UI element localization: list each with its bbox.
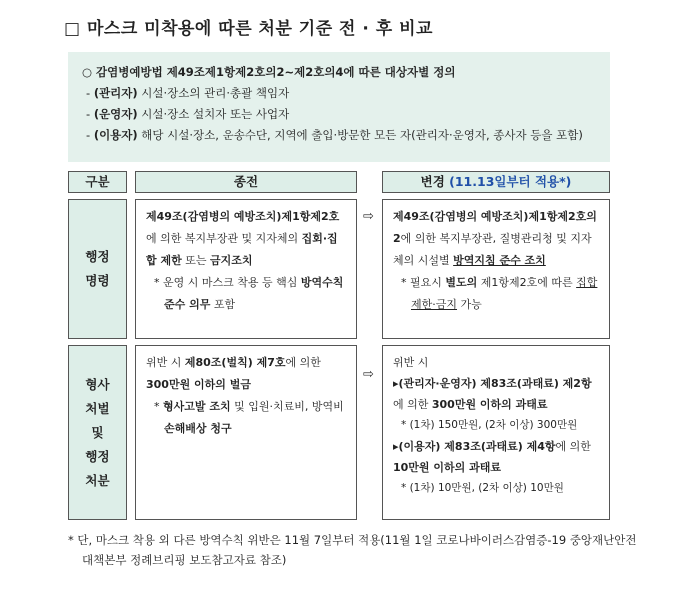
- before-penalty-note-bold2: 손해배상 청구: [164, 422, 232, 435]
- before-or: 또는: [181, 254, 210, 267]
- page-title: □ 마스크 미착용에 따른 처분 기준 전 · 후 비교: [64, 19, 433, 39]
- before-restriction: 집회·집합 제한: [146, 232, 338, 267]
- before-penalty-fine: 300만원 이하의 벌금: [146, 378, 252, 391]
- after-header-label: 변경: [420, 174, 445, 189]
- after-penalty-manager-by: 에 의한: [393, 398, 432, 411]
- arrow-icon-2: ⇨: [363, 367, 374, 382]
- before-penalty-law: 제80조(벌칙) 제7호: [184, 356, 286, 369]
- col-header-before: 종전: [135, 171, 357, 193]
- col-header-after: [382, 171, 610, 193]
- after-penalty-prefix: 위반 시: [393, 356, 429, 369]
- row-label-penalty: 형사 처벌 및 행정 처분: [68, 345, 127, 520]
- definition-text-user: 해당 시설·장소, 운송수단, 지역에 출입·방문한 모든 자(관리자·운영자, 종사자 등을 포함): [137, 128, 583, 142]
- after-note-prefix: * 필요시: [401, 276, 446, 289]
- before-note-prefix: * 운영 시 마스크 착용 등 핵심: [154, 276, 301, 289]
- definition-box: [68, 52, 610, 162]
- before-text: 에 의한 복지부장관 및 지자체의: [146, 232, 302, 245]
- definition-text-manager: 시설·장소의 관리·총괄 책임자: [137, 86, 290, 100]
- before-admin-note: [154, 272, 346, 316]
- definition-item-operator: - (운영자) 시설·장소 설치자 또는 사업자: [86, 107, 290, 121]
- footnote: * 단, 마스크 착용 외 다른 방역수칙 위반은 11월 7일부터 적용(11월 1일 코로나바이러스감염증-19 중앙재난안전대책본부 정례브리핑 보도참고자료 참조): [68, 533, 637, 567]
- before-penalty-by: 에 의한: [285, 356, 321, 369]
- term-manager: (관리자): [93, 86, 138, 100]
- before-admin-text: [146, 206, 346, 272]
- definition-heading: ○ 감염병예방법 제49조제1항제2호의2~제2호의4에 따른 대상자별 정의: [82, 65, 456, 79]
- after-penalty-prefix-line: [393, 352, 599, 373]
- definition-item-user: - (이용자) 해당 시설·장소, 운송수단, 지역에 출입·방문한 모든 자(관리자·운영자, 종사자 등을 포함): [86, 128, 583, 142]
- cell-after-penalty: [382, 345, 610, 520]
- after-guideline: 방역지침 준수 조치: [453, 254, 546, 267]
- after-note-underline: 집합제한·금지: [411, 276, 598, 311]
- definition-text-operator: 시설·장소 설치자 또는 사업자: [137, 107, 290, 121]
- after-admin-text: [393, 206, 599, 272]
- after-penalty-user-fine: 10만원 이하의 과태료: [393, 461, 501, 474]
- col-header-category: 구분: [68, 171, 127, 193]
- arrow-icon: ⇨: [363, 209, 374, 224]
- after-note-suffix: 가능: [457, 298, 482, 311]
- triangle-bullet-icon: ▸: [393, 377, 399, 390]
- after-penalty-user-law: 제83조(과태료) 제4항: [440, 440, 556, 453]
- after-penalty-user-note: * (1차) 10만원, (2차 이상) 10만원: [401, 482, 564, 494]
- after-text: 에 의한 복지부장관, 질병관리청 및 지자체의 시설별: [393, 232, 592, 267]
- after-note-mid: 제1항제2호에 따른: [477, 276, 577, 289]
- cell-before-admin-order: [135, 199, 357, 339]
- cell-after-admin-order: [382, 199, 610, 339]
- term-user: (이용자): [93, 128, 138, 142]
- before-note-suffix: 포함: [210, 298, 236, 311]
- before-penalty-note: * 형사고발 조치 및 입원·치료비, 방역비 손해배상 청구: [154, 400, 344, 435]
- triangle-bullet-icon-2: ▸: [393, 440, 399, 453]
- after-header-date: (11.13일부터 적용*): [449, 174, 572, 189]
- before-law-ref: 제49조(감염병의 예방조치)제1항제2호: [146, 210, 340, 223]
- term-operator: (운영자): [93, 107, 138, 121]
- before-penalty-note-mid: 및 입원·치료비, 방역비: [230, 400, 344, 413]
- definition-item-manager: - (관리자) 시설·장소의 관리·총괄 책임자: [86, 86, 290, 100]
- before-penalty-prefix: 위반 시: [146, 356, 185, 369]
- cell-before-penalty: [135, 345, 357, 520]
- after-penalty-manager-note: * (1차) 150만원, (2차 이상) 300만원: [401, 419, 578, 431]
- after-penalty-manager: [393, 373, 599, 415]
- after-admin-note: [401, 272, 599, 316]
- after-penalty-user-by: 에 의한: [555, 440, 591, 453]
- row-label-admin-order: 행정 명령: [68, 199, 127, 339]
- before-penalty-text: [146, 352, 346, 374]
- after-penalty-manager-term: (관리자·운영자): [398, 377, 477, 390]
- after-penalty-user-term: (이용자): [398, 440, 441, 453]
- before-ban: 금지조치: [209, 254, 253, 267]
- after-penalty-user: [393, 436, 599, 478]
- before-penalty-note-bold1: 형사고발 조치: [163, 400, 231, 413]
- after-penalty-manager-fine: 300만원 이하의 과태료: [431, 398, 548, 411]
- after-note-bold: 별도의: [445, 276, 478, 289]
- after-penalty-manager-law: 제83조(과태료) 제2항: [476, 377, 592, 390]
- after-law-ref: 제49조(감염병의 예방조치)제1항제2호의2: [393, 210, 597, 245]
- before-note-bold: 방역수칙 준수 의무: [164, 276, 344, 311]
- before-penalty-fine-line: [146, 374, 346, 396]
